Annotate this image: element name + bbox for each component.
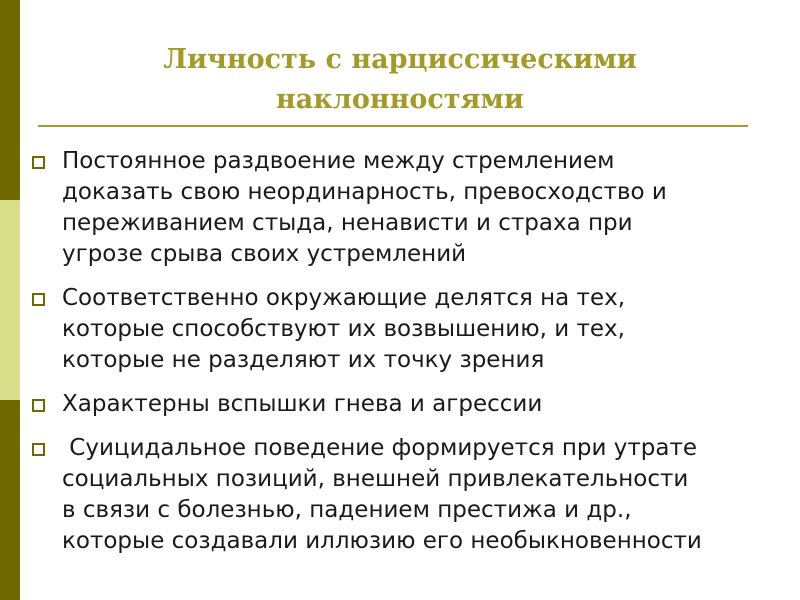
bullet-line: которые способствуют их возвышению, и тех,: [62, 316, 625, 342]
bullet-line: Характерны вспышки гнева и агрессии: [62, 391, 543, 417]
bullet-list: [30, 146, 790, 570]
title-divider: [38, 125, 748, 127]
bullet-line: Постоянное раздвоение между стремлением: [62, 148, 615, 174]
hollow-square-icon: [32, 443, 45, 456]
slide-title-line-2: наклонностями: [276, 84, 524, 115]
hollow-square-icon: [32, 399, 45, 412]
hollow-square-icon: [32, 293, 45, 306]
bullet-line: социальных позиций, внешней привлекательности: [62, 466, 689, 492]
bullet-line: которые создавали иллюзию его необыкновенности: [62, 528, 702, 554]
bullet-line: Соответственно окружающие делятся на тех,: [62, 285, 626, 311]
bullet-line: в связи с болезнью, падением престижа и др.,: [62, 497, 632, 523]
hollow-square-icon: [32, 156, 45, 169]
bullet-line: угрозе срыва своих устремлений: [62, 241, 467, 267]
bullet-item: [30, 389, 790, 420]
bullet-line: Суицидальное поведение формируется при утрате: [62, 435, 698, 461]
side-stripe-middle: [0, 200, 20, 400]
bullet-item: [30, 283, 790, 376]
slide-title: [40, 40, 760, 120]
bullet-line: которые не разделяют их точку зрения: [62, 347, 545, 373]
bullet-line: переживанием стыда, ненависти и страха при: [62, 210, 633, 236]
bullet-item: [30, 433, 790, 557]
slide-title-line-1: Личность с нарциссическими: [163, 44, 637, 75]
side-stripe-bottom: [0, 400, 20, 600]
side-stripe-top: [0, 0, 20, 200]
bullet-item: [30, 146, 790, 270]
bullet-line: доказать свою неординарность, превосходство и: [62, 179, 667, 205]
